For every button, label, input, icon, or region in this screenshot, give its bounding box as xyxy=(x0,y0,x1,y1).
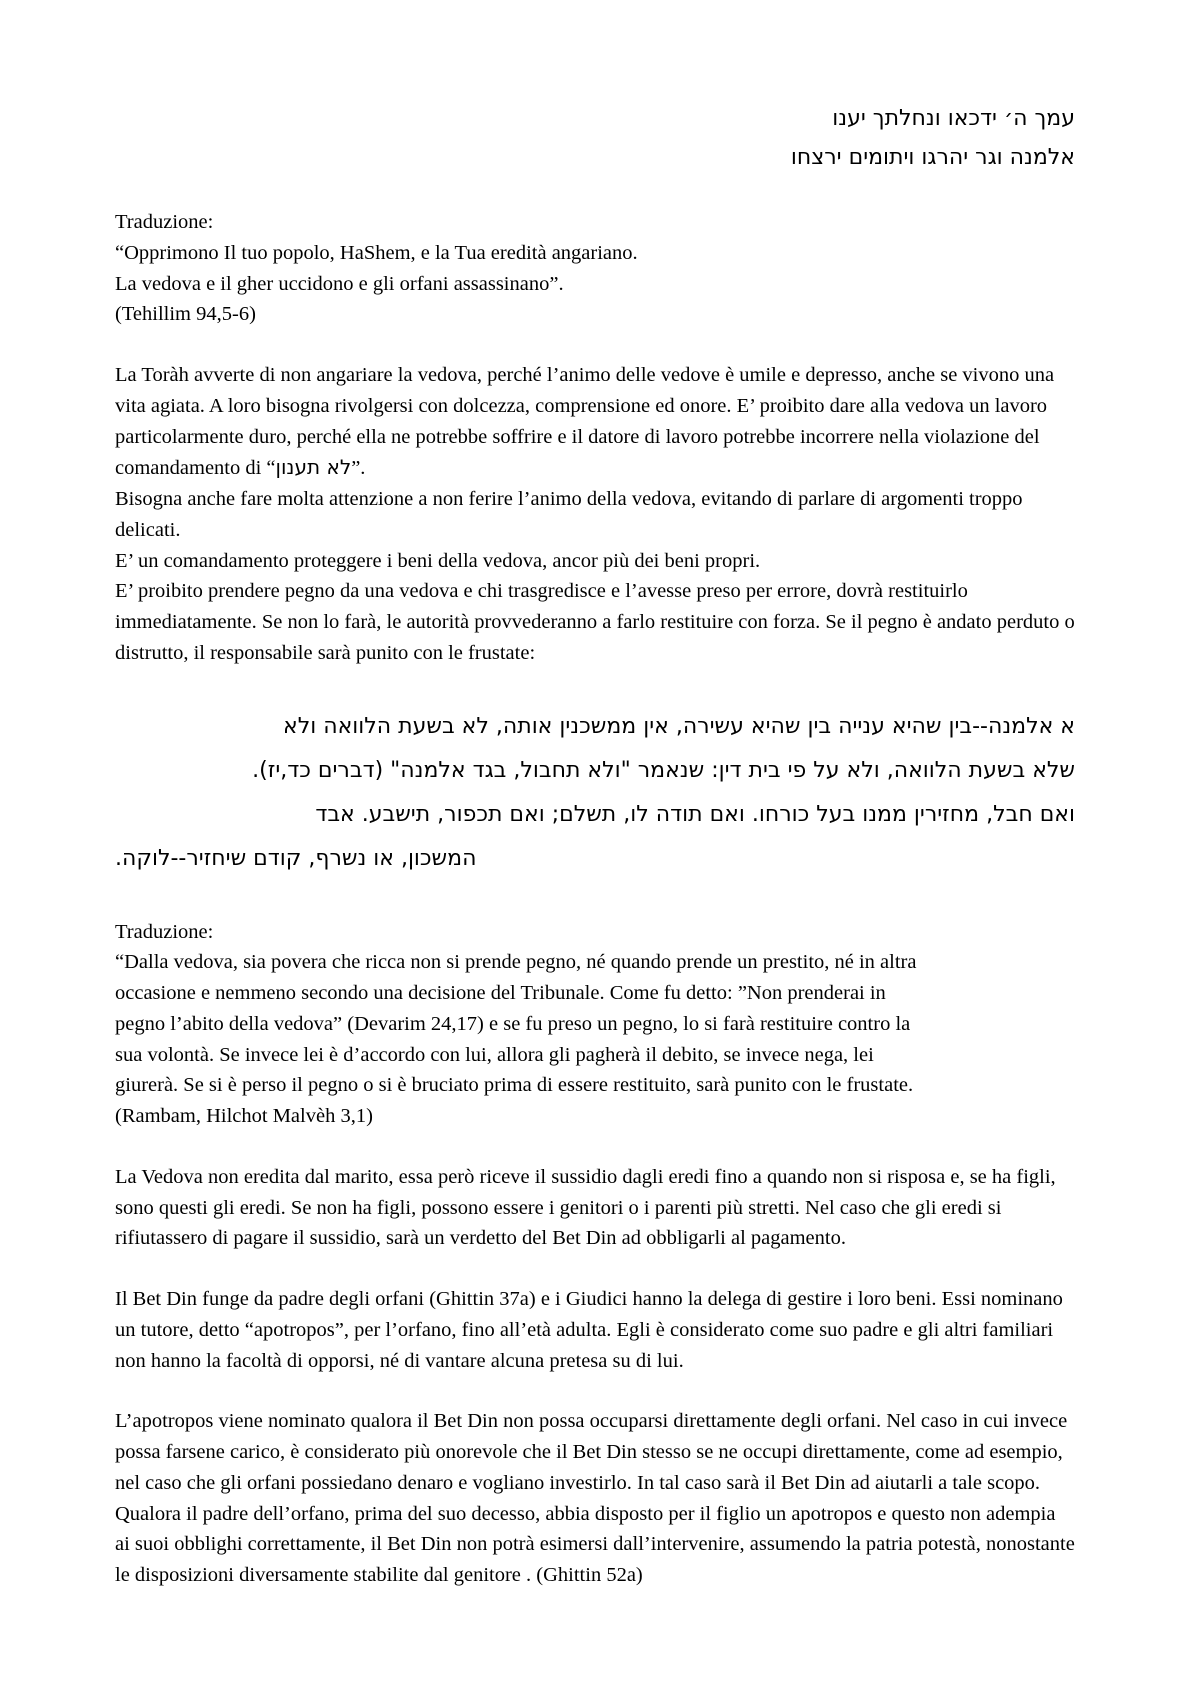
body-1-hebrew-inline: לא תענון xyxy=(275,455,352,480)
hebrew-heading-line-1: עמך ה׳ ידכאו ונחלתך יענו xyxy=(832,106,1075,131)
body-paragraph-2: La Vedova non eredita dal marito, essa però riceve il sussidio dagli eredi fino a quando non si risposa e, se ha figli, sono questi gli eredi. Se non ha figli, possono essere i genitori o i parenti più stretti. Nel caso che gli eredi si rifiutassero di pagare il sussidio, sarà un verdetto del Bet Din ad obbligarli al pagamento. xyxy=(115,1165,1056,1250)
body-block-1 xyxy=(115,360,1075,669)
body-1-text-a: La Toràh avverte di non angariare la vedova, perché l’animo delle vedove è umile e depresso, anche se vivono una vita agiata. A loro bisogna rivolgersi con dolcezza, comprensione ed onore. E’ proibito dare alla vedova un lavoro particolarmente duro, perché ella ne potrebbe soffrire e il datore di lavoro potrebbe incorrere nella violazione del comandamento di “ xyxy=(115,364,1055,480)
hebrew-quote-line-4: המשכון, או נשרף, קודם שיחזיר--לוקה. xyxy=(115,845,477,871)
hebrew-heading-line-2: אלמנה וגר יהרגו ויתומים ירצחו xyxy=(790,144,1075,170)
translation-label-1: Traduzione: xyxy=(115,211,214,233)
translation-1-line-1: “Opprimono Il tuo popolo, HaShem, e la Tua eredità angariano. xyxy=(115,241,638,264)
translation-1-line-3: (Tehillim 94,5-6) xyxy=(115,303,256,326)
hebrew-quote-line-1: א אלמנה--בין שהיא ענייה בין שהיא עשירה, אין ממשכנין אותה, לא בשעת הלוואה ולא xyxy=(283,713,1075,739)
body-1-paragraph-d: E’ un comandamento proteggere i beni della vedova, ancor più dei beni propri. xyxy=(115,549,761,572)
translation-block-1 xyxy=(115,207,1075,330)
translation-label-2: Traduzione: xyxy=(115,920,214,943)
hebrew-quote-line-2: שלא בשעת הלוואה, ולא על פי בית דין: שנאמר "ולא תחבול, בגד אלמנה" (דברים כד,יז). xyxy=(252,757,1075,783)
body-1-text-b: ”. xyxy=(351,457,366,480)
body-1-paragraph-a xyxy=(115,360,1075,484)
translation-block-2 xyxy=(115,917,1075,1132)
body-paragraph-4: L’apotropos viene nominato qualora il Bet Din non possa occuparsi direttamente degli orfani. Nel caso in cui invece possa farsene carico, è considerato più onorevole che il Bet Din stesso se ne occupi direttamente, come ad esempio, nel caso che gli orfani possiedano denaro e vogliano investirlo. In tal caso sarà il Bet Din ad aiutarli a tale scopo. Qualora il padre dell’orfano, prima del suo decesso, abbia disposto per il figlio un apotropos e questo non adempia ai suoi obblighi correttamente, il Bet Din non potrà esimersi dall’intervenire, assumendo la patria potestà, nonostante le disposizioni diversamente stabilite dal genitore . (Ghittin 52a) xyxy=(115,1410,1075,1586)
body-1-paragraph-c: Bisogna anche fare molta attenzione a non ferire l’animo della vedova, evitando di parlare di argomenti troppo delicati. xyxy=(115,488,1023,541)
body-1-paragraph-e: E’ proibito prendere pegno da una vedova e chi trasgredisce e l’avesse preso per errore, dovrà restituirlo immediatamente. Se non lo farà, le autorità provvederanno a farlo restituire con forza. Se il pegno è andato perduto o distrutto, il responsabile sarà punito con le frustate: xyxy=(115,580,1075,664)
hebrew-quote-line-3: ואם חבל, מחזירין ממנו בעל כורחו. ואם תודה לו, תשלם; ואם תכפור, תישבע. אבד xyxy=(315,801,1075,827)
translation-2-line-5: giurerà. Se si è perso il pegno o si è bruciato prima di essere restituito, sarà punito con le frustate. xyxy=(115,1074,914,1097)
translation-2-line-6: (Rambam, Hilchot Malvèh 3,1) xyxy=(115,1105,373,1127)
translation-2-line-3: pegno l’abito della vedova” (Devarim 24,17) e se fu preso un pegno, lo si farà restituire contro la xyxy=(115,1012,911,1035)
translation-2-line-1: “Dalla vedova, sia povera che ricca non si prende pegno, né quando prende un prestito, né in altra xyxy=(115,951,917,974)
hebrew-quote-block xyxy=(115,705,1075,881)
body-paragraph-3: Il Bet Din funge da padre degli orfani (Ghittin 37a) e i Giudici hanno la delega di gestire i loro beni. Essi nominano un tutore, detto “apotropos”, per l’orfano, fino all’età adulta. Egli è considerato come suo padre e gli altri familiari non hanno la facoltà di opporsi, né di vantare alcuna pretesa su di lui. xyxy=(115,1288,1063,1372)
hebrew-heading xyxy=(115,100,1075,177)
translation-2-line-4: sua volontà. Se invece lei è d’accordo con lui, allora gli pagherà il debito, se invece nega, lei xyxy=(115,1043,874,1066)
translation-2-line-2: occasione e nemmeno secondo una decisione del Tribunale. Come fu detto: ”Non prenderai in xyxy=(115,982,886,1004)
translation-1-line-2: La vedova e il gher uccidono e gli orfani assassinano”. xyxy=(115,272,564,295)
